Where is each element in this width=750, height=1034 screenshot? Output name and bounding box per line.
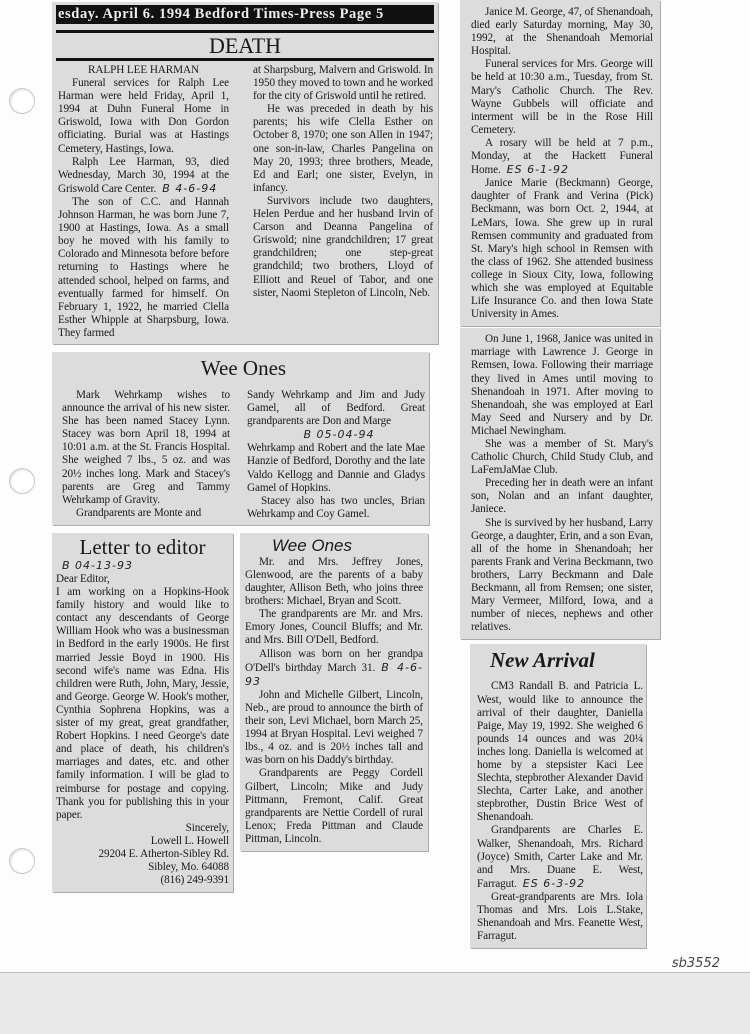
paragraph-text: Dear Editor, <box>56 573 110 585</box>
obituary-text <box>471 6 653 321</box>
paragraph-text: I am working on a Hopkins-Hook family history and would like to contact any descendants of George William Hook who was a businessman in Bedford in the early 1900s. He first married Jessie Boyd in 1900. His second wife's name was Edna. His children were Ruth, John, Mary, Jessie, and George. George W. Hook's mother, Cynthia Sophrena Hopkins, was a sister of my great, great grandfather, Robert Hopkins. I need George's date and place of death, his children's marriages and dates, etc. and other family information. I will be glad to reimburse for postage and copying. Thank you for publishing this in your paper. <box>56 586 229 821</box>
paragraph-text: CM3 Randall B. and Patricia L. West, would like to announce the arrival of their daughter, Daniella Paige, May 19, 1992. She weighed 6 pounds 14 ounces and was 20¼ inches long. Daniella is welcomed at home by a stepsister Kaci Lee Slechta, stepbrother Alexander David Slechta, Carter Lake, and another stepbrother, Dustin Brice West of Shenandoah. <box>477 680 643 824</box>
paragraph <box>247 389 425 428</box>
paragraph-text: Wehrkamp and Robert and the late Mae Hanzie of Bedford, Dorothy and the late Valdo Kellogg and Dannie and Gladys Gamel of Hopkins. <box>247 442 425 494</box>
paragraph <box>58 77 229 156</box>
catalog-number: sb3552 <box>671 956 720 971</box>
left-clippings <box>52 2 438 892</box>
paragraph-text: She is survived by her husband, Larry George, a daughter, Erin, and a son Evan, all of the home in Shenandoah; her parents Frank and Verina Beckmann, two brothers, Larry Beckmann and Dale Beckmann, all from Remsen; one sister, Mary Vermeer, Milford, Iowa, and a number of nieces, nephews and other relatives. <box>471 516 653 634</box>
paragraph-text: Janice M. George, 47, of Shenandoah, died early Saturday morning, May 30, 1992, at the Shenandoah Memorial Hospital. <box>471 6 653 58</box>
handwritten-date-note: B 4-6-93 <box>245 660 423 688</box>
paragraph <box>245 689 423 768</box>
punch-hole <box>9 468 35 494</box>
paragraph <box>247 442 425 494</box>
section-title: Letter to editor <box>79 534 206 559</box>
clipping-death <box>52 2 438 344</box>
paragraph-text: Mark Wehrkamp wishes to announce the arrival of his new sister. She has been named Stacey Lynn. Stacey was born April 18, 1994 at 10:01 a.m. at the St. Francis Hospital. She weighed 7 lbs., 5 oz. and was 20½ inches long. Mark and Stacey's parents are Greg and Tammy Wehrkamp of Gravity. <box>62 388 230 506</box>
right-clippings <box>460 0 660 948</box>
obituary-text <box>471 333 653 634</box>
paragraph <box>56 586 229 822</box>
paragraph <box>245 648 423 689</box>
paragraph <box>58 196 229 340</box>
paragraph <box>62 507 230 520</box>
paragraph <box>247 495 425 521</box>
section-title: DEATH <box>208 33 282 58</box>
paragraph <box>56 835 229 848</box>
paragraph <box>253 64 433 103</box>
bottom-row <box>52 533 438 892</box>
paragraph-text: On June 1, 1968, Janice was united in marriage with Lawrence J. George in Remsen, Iowa. Following their marriage they lived in Ames until moving to Shenandoah in 1971. After moving to Shenandoah, she was employed at Earl May Seed and Nursery and by Dr. Michael Newingham. <box>471 333 653 437</box>
clipping-wee-ones-1 <box>52 352 429 525</box>
paragraph-text: Sincerely, <box>185 821 229 834</box>
paragraph-text: Survivors include two daughters, Helen Perdue and her husband Irvin of Carson and Deanna Pangelina of Griswold; nine grandchildren; 17 great grandchildren; one step-great grandchild; two brothers, Lloyd of Elliott and Reuel of Tabor, and one sister, Naomi Stepleton of Lincoln, Neb. <box>253 194 433 299</box>
death-column-1 <box>58 64 229 340</box>
clipping-janice-george-part-1 <box>460 0 660 326</box>
paragraph <box>471 137 653 177</box>
clipping-wee-ones-2 <box>240 533 428 851</box>
paragraph <box>56 848 229 861</box>
clipping-new-arrival <box>470 644 646 948</box>
paragraph-text: Allison was born on her grandpa O'Dell's birthday March 31. <box>245 647 423 674</box>
paragraph <box>56 874 229 887</box>
paragraph <box>471 517 653 635</box>
paragraph <box>56 573 229 586</box>
paragraph-text: Stacey also has two uncles, Brian Wehrkamp and Coy Gamel. <box>247 494 425 520</box>
paragraph-text: Funeral services for Ralph Lee Harman were held Friday, April 1, 1994 at Duhn Funeral Home in Griswold, Iowa with Don Gordon officiating. Burial was at Hastings Cemetery, Hastings, Iowa. <box>58 77 229 155</box>
paragraph <box>471 477 653 516</box>
handwritten-date-note: B 4-6-94 <box>162 181 218 195</box>
new-arrival-text <box>477 680 643 943</box>
paragraph-text: Mr. and Mrs. Jeffrey Jones, Glenwood, are the parents of a baby daughter, Allison Beth, who joins three brothers: Michael, Bryan and Scott. <box>245 555 423 608</box>
handwritten-date-note: B 04-13-93 <box>62 558 133 572</box>
handwritten-date-note: B 05-04-94 <box>303 428 375 442</box>
paragraph-text: Grandparents are Monte and <box>76 506 202 519</box>
handwritten-date-note: ES 6-3-92 <box>522 876 586 890</box>
paragraph <box>247 428 425 442</box>
paragraph <box>245 767 423 846</box>
paragraph <box>477 680 643 824</box>
paragraph-text: Ralph Lee Harman, 93, died Wednesday, March 30, 1994 at the Griswold Care Center. <box>58 155 229 195</box>
paragraph <box>253 103 433 195</box>
wee-ones-column-2 <box>247 389 425 521</box>
newspaper-header: esday. April 6. 1994 Bedford Times-Press Page 5 <box>56 5 434 24</box>
paragraph-text: A rosary will be held at 7 p.m., Monday, at the Hackett Funeral Home. <box>471 136 653 177</box>
letter-text <box>56 559 229 887</box>
paragraph-text: Janice Marie (Beckmann) George, daughter of Frank and Verina (Pick) Beckmann, was born Oct. 2, 1944, at LeMars, Iowa. She grew up in rural Remsen community and graduated from St. Mary's high school in Remsen with the class of 1962. She attended business college in Sioux City, Iowa, following which she was employed at Equitable Life Insurance Co. and then Iowa State University in Ames. <box>471 177 653 321</box>
paragraph <box>56 559 229 573</box>
paragraph <box>471 333 653 438</box>
paragraph-text: She was a member of St. Mary's Catholic Church, Child Study Club, and LaFemJaMae Club. <box>471 438 653 477</box>
clipping-letter-to-editor <box>52 533 233 892</box>
paragraph-text: John and Michelle Gilbert, Lincoln, Neb., are proud to announce the birth of their son, Levi Michael, born March 25, 1994 at Bryan Hospital. Levi weighed 7 lbs., 4 oz. and is 20½ inches tall and was born on his Daddy's birthday. <box>245 688 423 767</box>
paragraph <box>62 389 230 507</box>
section-title: Wee Ones <box>272 535 353 555</box>
paragraph-text: Sibley, Mo. 64088 <box>148 861 229 874</box>
paragraph <box>253 195 433 300</box>
clipping-janice-george-part-2 <box>460 328 660 639</box>
wee-ones-text <box>245 556 423 846</box>
paragraph-text: The grandparents are Mr. and Mrs. Emory Jones, Council Bluffs; and Mr. and Mrs. Bill O'Dell, Bedford. <box>245 608 423 647</box>
wee-ones-column-1 <box>62 389 230 521</box>
paragraph-text: Great-grandparents are Mrs. Iola Thomas and Mrs. Lois L.Stake, Shenandoah and Mrs. Feanette West, Farragut. <box>477 890 643 943</box>
paragraph-text: 29204 E. Atherton-Sibley Rd. <box>98 847 229 860</box>
scanner-background <box>0 972 750 1034</box>
paragraph <box>245 608 423 647</box>
paragraph <box>56 822 229 835</box>
punch-hole <box>9 848 35 874</box>
section-title: Wee Ones <box>200 355 287 380</box>
paragraph-text: (816) 249-9391 <box>160 874 229 887</box>
paragraph-text: Grandparents are Peggy Cordell Gilbert, Lincoln; Mike and Judy Pittmann, Fremont, Calif. Great grandparents are Nettie Cordell of rural Lenox; Freda Pittman and Claude Pittman, Lincoln. <box>245 767 423 845</box>
handwritten-date-note: ES 6-1-92 <box>506 163 570 177</box>
paragraph <box>56 861 229 874</box>
paragraph-text: Funeral services for Mrs. George will be held at 10:30 a.m., Tuesday, from St. Mary's Catholic Church. The Rev. Wayne Gubbels will officiate and interment will be in the Rose Hill Cemetery. <box>471 58 653 136</box>
paragraph-text: Lowell L. Howell <box>150 834 229 847</box>
paragraph <box>471 177 653 321</box>
paragraph-text: at Sharpsburg, Malvern and Griswold. In 1950 they moved to town and he worked for the city of Griswold until he retired. <box>253 64 433 103</box>
paragraph-text: Sandy Wehrkamp and Jim and Judy Gamel, all of Bedford. Great grandparents are Don and Marge <box>247 388 425 428</box>
section-title: New Arrival <box>490 648 595 673</box>
paragraph <box>471 6 653 58</box>
paragraph-text: The son of C.C. and Hannah Johnson Harman, he was born June 7, 1900 at Hastings, Iowa. As a small boy he moved with his family to Colorado and Minnesota before before returning to Hastings where he attended school, helped on farms, and eventually farmed for himself. On February 1, 1922, he married Clella Esther Whipple at Sharpsburg, Iowa. They farmed <box>58 195 229 339</box>
paragraph <box>245 556 423 608</box>
death-column-2 <box>253 64 433 340</box>
paragraph <box>58 156 229 196</box>
paragraph <box>471 438 653 477</box>
paragraph <box>477 891 643 943</box>
paragraph-text: He was preceded in death by his parents; his wife Clella Esther on October 8, 1970; one son Allen in 1947; one son-in-law, Charles Pangelina on May 20, 1993; three brothers, Meade, Ed and Earl; one sister, Evelyn, in infancy. <box>253 103 433 194</box>
paragraph-text: Grandparents are Charles E. Walker, Shenandoah, Mrs. Richard (Joyce) Smith, Carter Lake and Mr. and Mrs. Duane E. West, Farragut. <box>477 824 643 890</box>
paragraph <box>58 64 229 77</box>
paragraph <box>471 58 653 137</box>
paragraph-text: Preceding her in death were an infant son, Nolan and an infant daughter, Janiece. <box>471 477 653 516</box>
punch-hole <box>9 88 35 114</box>
paragraph-text: RALPH LEE HARMAN <box>88 64 199 76</box>
paragraph <box>477 824 643 890</box>
